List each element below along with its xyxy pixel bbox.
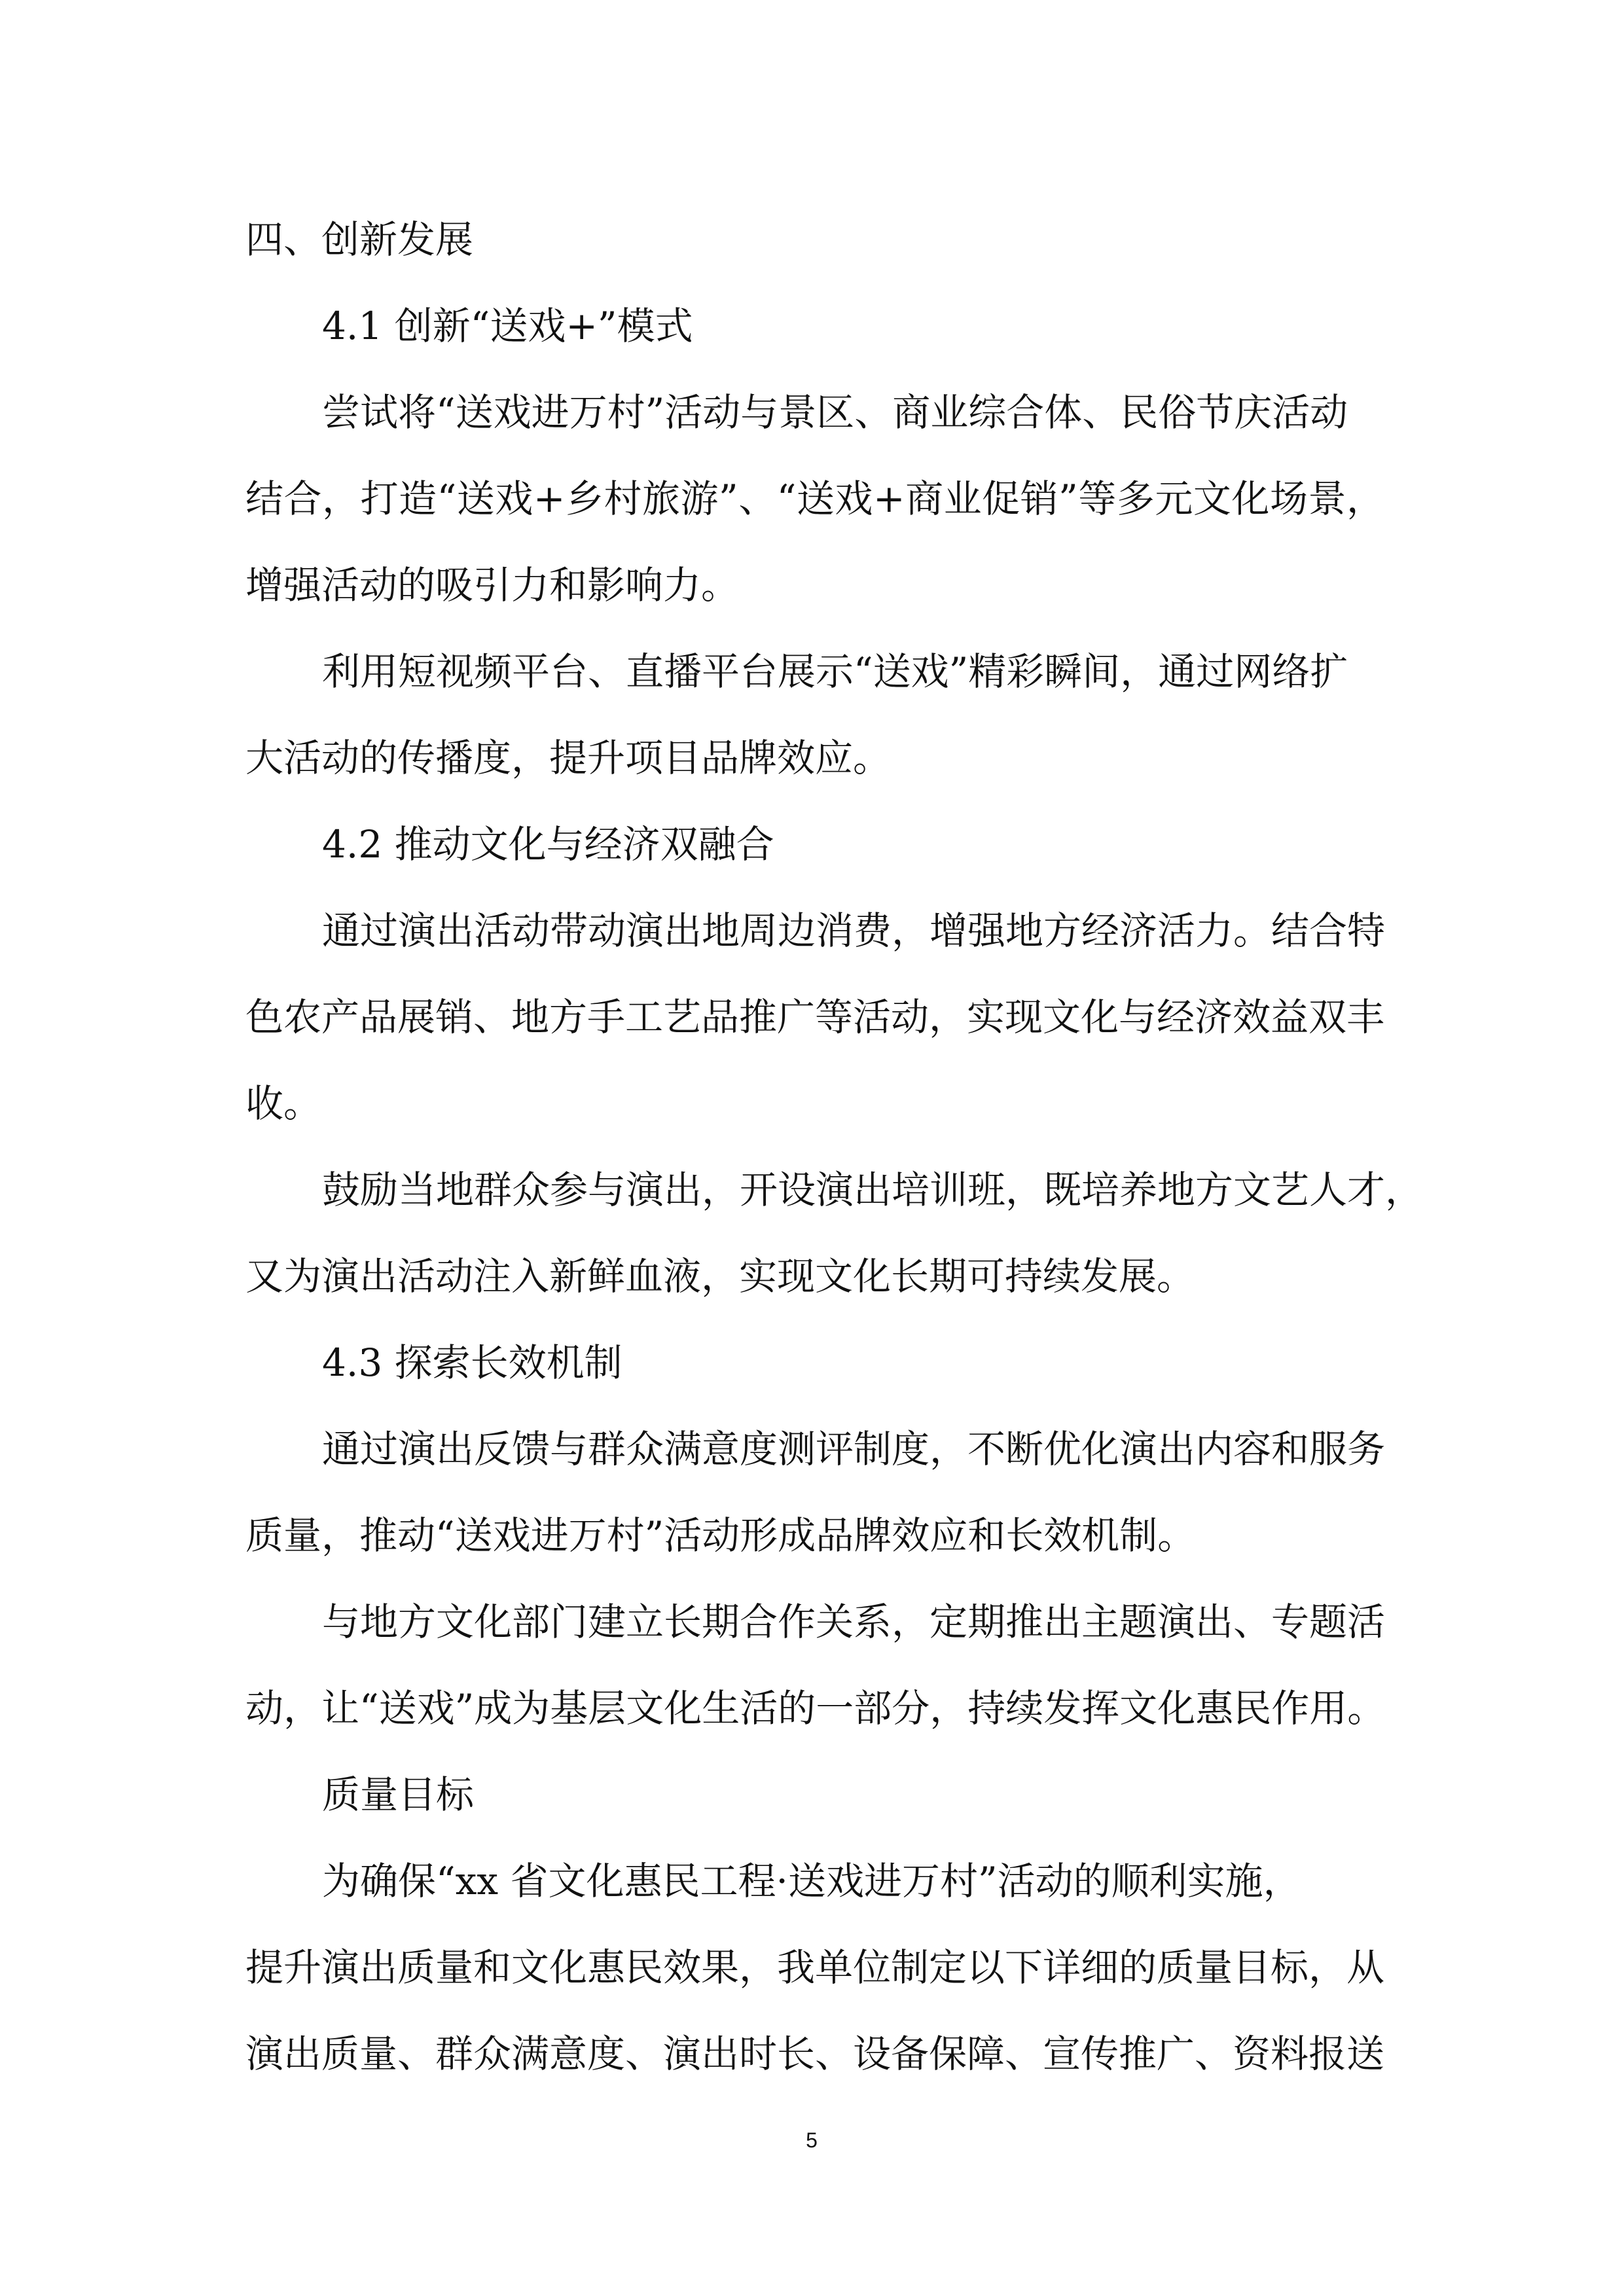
section-heading-text: 四、创新发展 bbox=[245, 217, 474, 262]
paragraph-text: 与地方文化部门建立长期合作关系，定期推出主题演出、专题活 bbox=[322, 1600, 1386, 1644]
paragraph-text: 质量，推动“送戏进万村”活动形成品牌效应和长效机制。 bbox=[245, 1513, 1196, 1558]
paragraph-text: 结合，打造“送戏+乡村旅游”、“送戏+商业促销”等多元文化场景， bbox=[245, 476, 1384, 521]
subsection-title: 4.3 探索长效机制 bbox=[322, 1340, 623, 1385]
paragraph-text: 尝试将“送戏进万村”活动与景区、商业综合体、民俗节庆活动 bbox=[322, 390, 1348, 435]
paragraph-text: 通过演出活动带动演出地周边消费，增强地方经济活力。结合特 bbox=[322, 908, 1386, 953]
paragraph-line bbox=[0, 1835, 1624, 1927]
section-heading bbox=[0, 194, 1624, 285]
subsection-heading-4-1 bbox=[0, 280, 1624, 372]
paragraph-line bbox=[0, 1058, 1624, 1149]
paragraph-text: 利用短视频平台、直播平台展示“送戏”精彩瞬间，通过网络扩 bbox=[322, 649, 1348, 694]
paragraph-line bbox=[0, 453, 1624, 545]
subsection-heading-4-2 bbox=[0, 798, 1624, 890]
paragraph-text: 大活动的传播度，提升项目品牌效应。 bbox=[245, 736, 892, 780]
paragraph-text: 增强活动的吸引力和影响力。 bbox=[245, 563, 740, 607]
paragraph-text: 动，让“送戏”成为基层文化生活的一部分，持续发挥文化惠民作用。 bbox=[245, 1686, 1386, 1731]
paragraph-line bbox=[0, 971, 1624, 1063]
paragraph-line bbox=[0, 712, 1624, 804]
paragraph-line bbox=[0, 626, 1624, 717]
paragraph-line bbox=[0, 1576, 1624, 1668]
section-heading-quality-goal bbox=[0, 1749, 1624, 1840]
paragraph-line bbox=[0, 1403, 1624, 1495]
paragraph-line bbox=[0, 1922, 1624, 2013]
section-title: 质量目标 bbox=[322, 1772, 475, 1817]
paragraph-text: 演出质量、群众满意度、演出时长、设备保障、宣传推广、资料报送 bbox=[245, 2032, 1385, 2076]
paragraph-line bbox=[0, 367, 1624, 458]
paragraph-text: 提升演出质量和文化惠民效果，我单位制定以下详细的质量目标，从 bbox=[245, 1945, 1385, 1990]
subsection-title: 4.1 创新“送戏+”模式 bbox=[322, 304, 693, 348]
paragraph-line bbox=[0, 1230, 1624, 1322]
page-number: 5 bbox=[806, 2128, 818, 2152]
paragraph-line bbox=[0, 2008, 1624, 2100]
paragraph-line bbox=[0, 1144, 1624, 1236]
subsection-heading-4-3 bbox=[0, 1317, 1624, 1408]
paragraph-text: 色农产品展销、地方手工艺品推广等活动，实现文化与经济效益双丰 bbox=[245, 995, 1385, 1039]
paragraph-text: 又为演出活动注入新鲜血液，实现文化长期可持续发展。 bbox=[245, 1254, 1195, 1299]
paragraph-line bbox=[0, 885, 1624, 977]
subsection-title: 4.2 推动文化与经济双融合 bbox=[322, 822, 774, 867]
paragraph-line bbox=[0, 1662, 1624, 1754]
paragraph-text: 收。 bbox=[245, 1081, 322, 1126]
paragraph-text: 为确保“xx 省文化惠民工程·送戏进万村”活动的顺利实施， bbox=[322, 1859, 1301, 1903]
paragraph-line bbox=[0, 1490, 1624, 1581]
paragraph-text: 鼓励当地群众参与演出，开设演出培训班，既培养地方文艺人才， bbox=[322, 1168, 1424, 1212]
paragraph-line bbox=[0, 539, 1624, 631]
paragraph-text: 通过演出反馈与群众满意度测评制度，不断优化演出内容和服务 bbox=[322, 1427, 1386, 1471]
